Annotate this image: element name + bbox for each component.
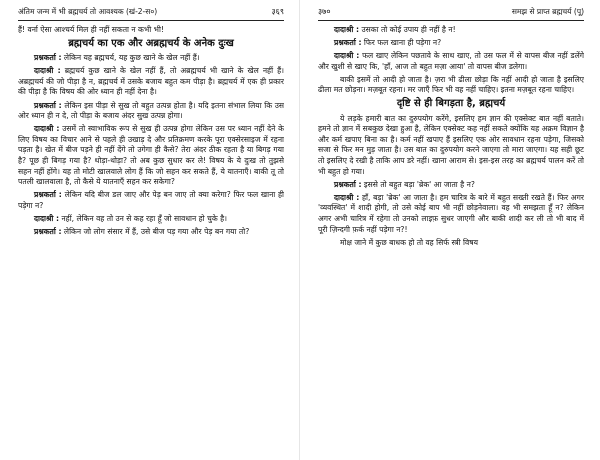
- speaker-label: प्रश्नकर्ता :: [334, 179, 362, 189]
- dialogue-text: लेकिन यदि बीज डल जाए और पेड़ बन जाए तो क्या करेगा? फिर फल खाना ही पड़ेगा न?: [18, 190, 284, 210]
- running-head-title-right: समझ से प्राप्त ब्रह्मचर्य (पू): [511, 7, 584, 16]
- dialogue-text: लेकिन जो लोग संसार में हैं, उसे बीज पड़ गया और पेड़ बन गया तो?: [63, 227, 250, 237]
- dialogue-paragraph: [318, 193, 584, 235]
- speaker-label: दादाश्री :: [34, 214, 60, 223]
- dialogue-paragraph: [18, 66, 284, 98]
- dialogue-paragraph: [18, 214, 284, 225]
- right-page: [318, 0, 584, 460]
- section-heading: ब्रह्मचर्य का एक और अब्रह्मचर्य के अनेक दुःख: [68, 37, 234, 49]
- speaker-label: प्रश्नकर्ता :: [34, 190, 62, 200]
- dialogue-paragraph: [318, 180, 584, 191]
- speaker-label: प्रश्नकर्ता :: [34, 100, 62, 110]
- dialogue-paragraph: [318, 25, 584, 36]
- dialogue-text: फल खाए लेकिन पछतावे के साथ खाए, तो उस फल में से वापस बीज नहीं डलेंगे और खुशी से खाए कि, 'हाँ, आज तो बहुत मज़ा आया' तो वापस बीज डलेगा।: [318, 51, 584, 71]
- paragraph: बाकी इसमें तो आदी हो जाता है। ज़रा भी ढीला छोड़ा कि नहीं आदी हो जाता है इसलिए ढीला मत छोड़ना। मज़बूत रहना। मर जाएँ फिर भी वह नहीं चाहिए। इतना मज़बूत रहना चाहिए।: [318, 74, 584, 95]
- dialogue-text: हाँ, बड़ा 'ब्रेक' आ जाता है। हम चारित्र के बारे में बहुत सख्ती रखते हैं। फिर अगर 'व्यवस्थित' में शादी होगी, तो उसे कोई बाप भी नहीं छोड़नेवाला। वह भी समझता हूँ न? लेकिन अगर अभी चारित्र में रहेगा तो उनको लाइफ़ सुधर जाएगी और बाकी शादी कर ली तो भी बाद में पूरी ज़िन्दगी फ़र्क नहीं पड़ेगा न?!: [318, 192, 584, 234]
- dialogue-text: नहीं, लेकिन वह तो उन से कह रहा हूँ जो सावधान हो चुके है।: [61, 214, 228, 223]
- book-gutter: [299, 0, 300, 460]
- dialogue-text: फिर फल खाना ही पड़ेगा न?: [363, 38, 442, 48]
- dialogue-paragraph: [18, 53, 284, 64]
- dialogue-paragraph: [18, 124, 284, 188]
- dialogue-paragraph: [18, 101, 284, 122]
- running-head-left: [18, 0, 284, 20]
- page-number-left: ३६९: [271, 7, 284, 16]
- dialogue-text: उसमें तो स्वाभाविक रूप से सुख ही उत्पन्न होगा लेकिन उस पर ध्यान नहीं देने के लिए विषय का विचार आने से पहले ही उखाड़ दे और प्रतिक्रमण करके पूरा एक्सेरसाइज में रहना पड़ता है। खेत में बीज पड़ने ही नहीं देंगे तो उगेगा ही कैसे? तेरा अंदर ठीक रहता है या बिगड़ गया है? पूछ ही बिगड़ गया है? थोड़ा-थोड़ा? तो अब कुछ सुधार कर ले! विषय के ये दुःख तो तुझसे सहन नहीं होंगे। यह तो मोटी खालवाले लोग हैं कि जो सहन कर सकते हैं, ये यातनाएँ। बाकी तू तो पतली खालवाला है, तो कैसे ये यातनाएँ सहन कर सकेगा?: [18, 124, 284, 187]
- page-number-right: ३७०: [318, 7, 331, 16]
- paragraph: ये लड़के हमारी बात का दुरुपयोग करेंगे, इसलिए हम ज्ञान की एक्सेक्ट बात नहीं बताते। हमने तो ज्ञान में सबकुछ देखा हुआ है, लेकिन एक्सेक्ट कह नहीं सकते क्योंकि यह अक्रम विज्ञान है और कर्म खपाए बिना का है। कर्म नहीं खपाए हैं इसलिए एक ओर सावधान रहना पड़ेगा, जिसको सजा से फिर मन मुड़ जाता है। उस बात का दुरुपयोग करने जाएगा तो मारा जाएगा। यह सही छूट तो इसलिए दे रखी है ताकि आप डरे नहीं। खाना आराम से। इस-इस तरह का ब्रह्मचर्य पालन करें तो भी बहुत हो गया।: [318, 113, 584, 176]
- speaker-label: दादाश्री :: [34, 66, 61, 76]
- speaker-label: दादाश्री :: [334, 25, 360, 34]
- dialogue-paragraph: [18, 227, 284, 238]
- dialogue-paragraph: [18, 190, 284, 211]
- left-page: [18, 0, 284, 460]
- section-heading: दृष्टि से ही बिगड़ता है, ब्रह्मचर्य: [396, 98, 506, 110]
- speaker-label: दादाश्री :: [334, 51, 360, 61]
- right-body-text: [318, 25, 584, 248]
- dialogue-text: लेकिन इस पीड़ा से सुख तो बहुत उत्पन्न होता है। यदि इतना संभाल लिया कि उस ओर ध्यान ही न दे, तो पीड़ा के बजाय अंदर सुख उत्पन्न होगा।: [18, 100, 284, 121]
- running-head-right: [318, 0, 584, 20]
- paragraph: मोक्ष जाने में कुछ बाधक हो तो वह सिर्फ स्त्री विषय: [340, 237, 479, 247]
- dialogue-text: ब्रह्मचर्य कुछ खाने के खेल नहीं हैं, तो अब्रह्मचर्य भी खाने के खेल नहीं हैं। अब्रह्मचर्य की जो पीड़ा है न, ब्रह्मचर्य में उसके बजाय बहुत कम पीड़ा है। ब्रह्मचर्य में एक ही प्रकार की पीड़ा है कि विषय की ओर ध्यान ही नहीं देना है।: [18, 66, 284, 97]
- dialogue-text: उसका तो कोई उपाय ही नहीं है न!: [361, 25, 456, 34]
- dialogue-paragraph: [318, 38, 584, 49]
- speaker-label: दादाश्री :: [34, 124, 60, 134]
- dialogue-paragraph: [318, 51, 584, 72]
- speaker-label: प्रश्नकर्ता :: [34, 227, 62, 237]
- dialogue-text: लेकिन यह ब्रह्मचर्य, यह कुछ खाने के खेल नहीं हैं।: [63, 53, 200, 63]
- speaker-label: दादाश्री :: [334, 192, 360, 202]
- running-head-title-left: अंतिम जन्म में भी ब्रह्मचर्य तो आवश्यक (खं-2-स०): [18, 7, 158, 16]
- left-body-text: [18, 25, 284, 238]
- dialogue-text: इससे तो बहुत बड़ा 'ब्रेक' आ जाता है न?: [363, 179, 475, 189]
- speaker-label: प्रश्नकर्ता :: [334, 38, 362, 48]
- paragraph: हैं! वर्ना ऐसा आश्चर्य मिल ही नहीं सकता न कभी भी!: [18, 25, 164, 34]
- header-rule-left: [18, 20, 284, 21]
- header-rule-right: [318, 20, 584, 21]
- speaker-label: प्रश्नकर्ता :: [34, 53, 62, 63]
